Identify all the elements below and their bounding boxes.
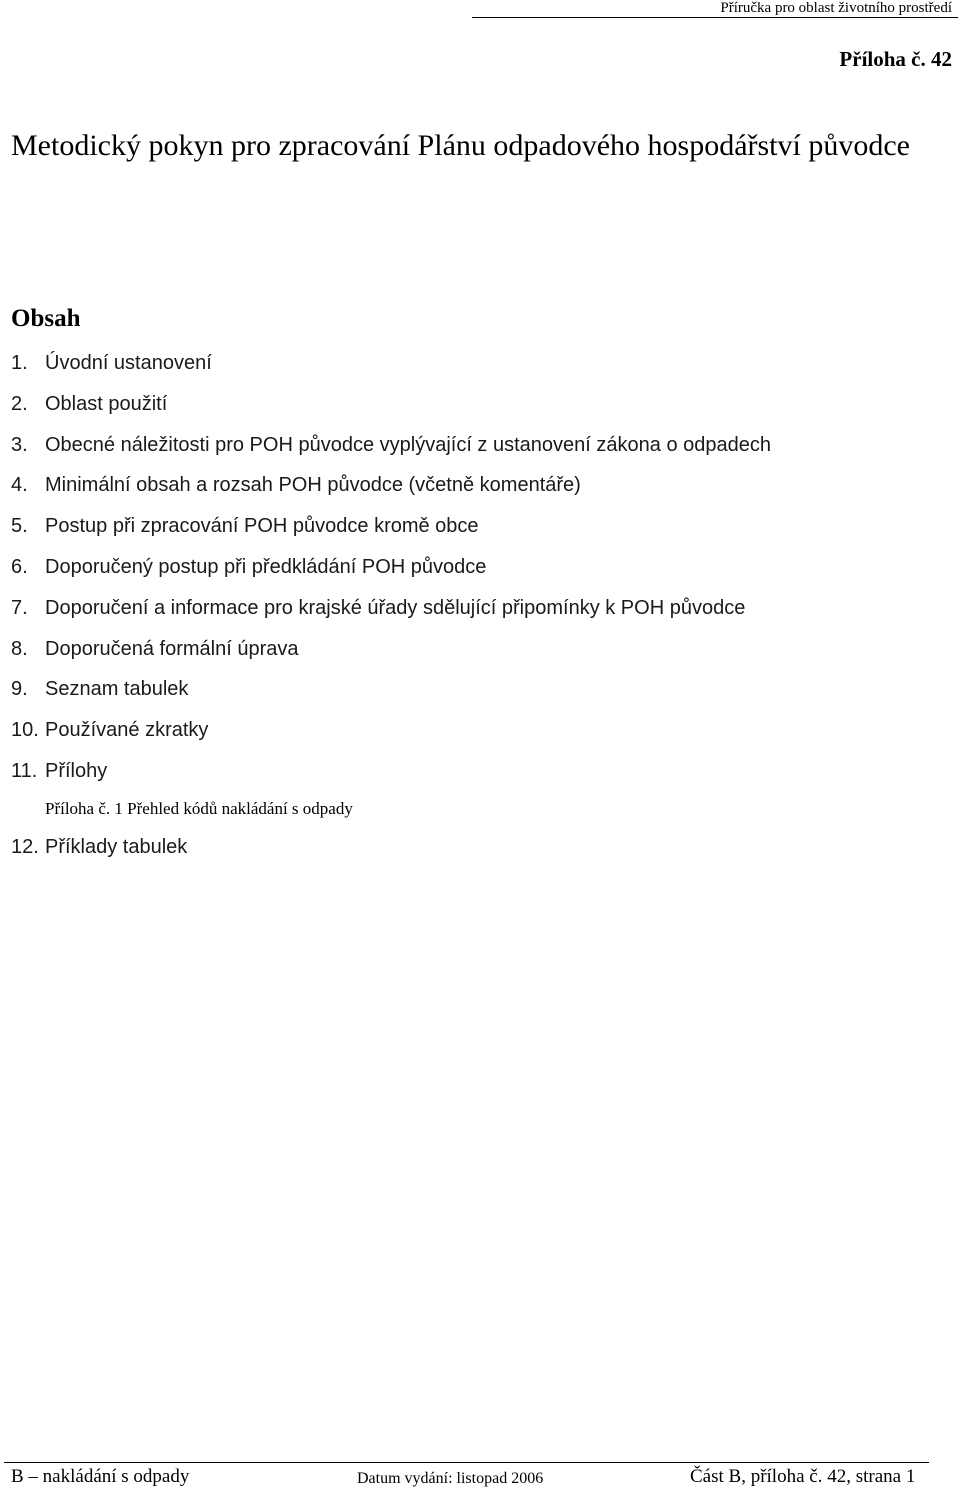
- toc-item-number: 9.: [11, 678, 28, 701]
- toc-item-label: Postup při zpracování POH původce kromě obce: [45, 515, 479, 538]
- toc-item: [11, 550, 771, 591]
- footer-issue-date: Datum vydání: listopad 2006: [357, 1470, 544, 1487]
- toc-item-label: Seznam tabulek: [45, 678, 189, 701]
- toc-item-number: 6.: [11, 555, 28, 578]
- toc-item: [11, 672, 771, 713]
- toc-item: [11, 591, 771, 632]
- toc-item-label: Obecné náležitosti pro POH původce vyplývající z ustanovení zákona o odpadech: [45, 433, 771, 456]
- toc-item-number: 1.: [11, 352, 28, 374]
- toc-item-number: 4.: [11, 474, 28, 497]
- annex-label: Příloha č. 42: [839, 47, 952, 71]
- toc-item-label: Doporučení a informace pro krajské úřady sdělující připomínky k POH původce: [45, 596, 746, 619]
- toc-sub-item: Příloha č. 1 Přehled kódů nakládání s odpady: [45, 799, 353, 818]
- toc-item-label: Přílohy: [45, 759, 108, 782]
- toc-list: [11, 346, 771, 795]
- toc-item-number: 2.: [11, 392, 28, 415]
- toc-item-number: 11.: [11, 759, 38, 782]
- toc-item: [11, 346, 771, 387]
- toc-item: [11, 468, 771, 509]
- footer-section: B – nakládání s odpady: [11, 1466, 190, 1487]
- toc-item-label: Příklady tabulek: [45, 836, 188, 858]
- toc-item-number: 7.: [11, 596, 28, 619]
- toc-heading: Obsah: [11, 305, 81, 332]
- toc-item-number: 8.: [11, 637, 28, 660]
- toc-item-label: Oblast použití: [45, 392, 168, 415]
- footer-page-number: Část B, příloha č. 42, strana 1: [690, 1466, 916, 1487]
- toc-item-label: Minimální obsah a rozsah POH původce (včetně komentáře): [45, 474, 581, 497]
- toc-item-label: Používané zkratky: [45, 719, 209, 742]
- toc-item: [11, 509, 771, 550]
- toc-item-label: Doporučený postup při předkládání POH původce: [45, 555, 487, 578]
- toc-item-number: 3.: [11, 433, 28, 456]
- toc-item-label: Úvodní ustanovení: [45, 352, 212, 374]
- running-header: Příručka pro oblast životního prostředí: [720, 0, 952, 16]
- header-divider: [472, 17, 958, 18]
- toc-item-number: 10.: [11, 719, 39, 742]
- toc-item-number: 12.: [11, 836, 39, 858]
- toc-item-label: Doporučená formální úprava: [45, 637, 299, 660]
- footer-divider: [4, 1462, 929, 1463]
- toc-item: [11, 754, 771, 795]
- toc-item-number: 5.: [11, 515, 28, 538]
- toc-item: [11, 830, 187, 864]
- toc-item: [11, 387, 771, 428]
- document-title: Metodický pokyn pro zpracování Plánu odpadového hospodářství původce: [11, 129, 910, 162]
- toc-item: [11, 713, 771, 754]
- toc-item: [11, 632, 771, 673]
- toc-item: [11, 428, 771, 469]
